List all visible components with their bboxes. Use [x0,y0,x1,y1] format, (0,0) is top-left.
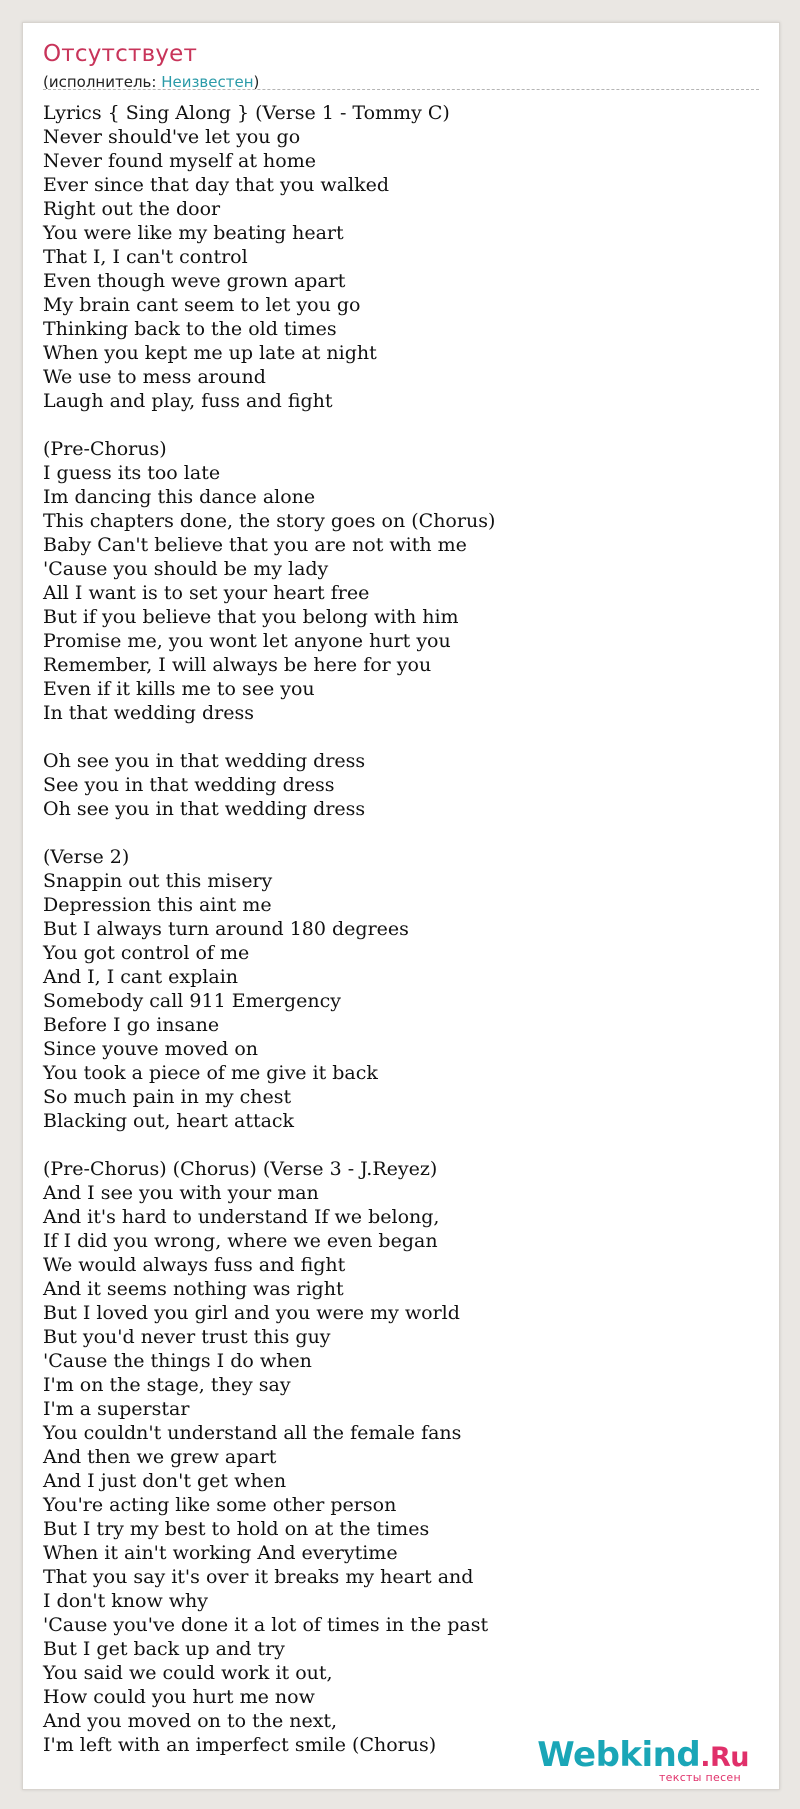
lyric-line: All I want is to set your heart free [43,582,370,604]
lyric-line: You were like my beating heart [43,222,344,244]
lyrics-body [43,101,759,1757]
logo-tagline: тексты песен [658,1771,741,1784]
lyric-line: I don't know why [43,1590,209,1612]
lyric-blank-line [43,821,759,845]
lyric-line: You got control of me [43,942,250,964]
lyric-blank-line [43,725,759,749]
lyric-line: Remember, I will always be here for you [43,654,432,676]
lyric-line: And I, I cant explain [43,966,239,988]
lyric-line: So much pain in my chest [43,1086,292,1108]
logo-main-text: Webkind [537,1735,701,1775]
lyric-line: When it ain't working And everytime [43,1542,398,1564]
lyric-line: I'm on the stage, they say [43,1374,291,1396]
lyric-line: Oh see you in that wedding dress [43,750,366,772]
lyric-line: You said we could work it out, [43,1662,333,1684]
lyric-line: Thinking back to the old times [43,318,337,340]
lyric-line: And it seems nothing was right [43,1278,344,1300]
lyric-line: We would always fuss and fight [43,1254,346,1276]
lyric-line: This chapters done, the story goes on (Chorus) [43,510,496,532]
lyric-line: But I try my best to hold on at the times [43,1518,430,1540]
lyric-line: But I get back up and try [43,1638,285,1660]
song-title: Отсутствует [43,41,198,67]
lyric-line: Never found myself at home [43,150,316,172]
artist-link[interactable]: Неизвестен [161,73,254,91]
lyric-line: 'Cause you should be my lady [43,558,329,580]
lyric-line: And it's hard to understand If we belong, [43,1206,440,1228]
lyric-line: Lyrics { Sing Along } (Verse 1 - Tommy C) [43,102,450,124]
lyric-line: You're acting like some other person [43,1494,397,1516]
site-logo[interactable] [537,1735,749,1784]
lyric-line: Snappin out this misery [43,870,273,892]
lyric-line: And then we grew apart [43,1446,277,1468]
lyric-line: I guess its too late [43,462,221,484]
lyric-blank-line [43,413,759,437]
lyric-line: And I see you with your man [43,1182,319,1204]
lyric-line: Somebody call 911 Emergency [43,990,341,1012]
lyric-line: Promise me, you wont let anyone hurt you [43,630,451,652]
header-divider [43,89,759,90]
lyric-line: I'm a superstar [43,1398,190,1420]
lyric-line: Right out the door [43,198,221,220]
lyric-line: Before I go insane [43,1014,220,1036]
lyric-line: Im dancing this dance alone [43,486,316,508]
lyric-line: You took a piece of me give it back [43,1062,378,1084]
lyric-line: Never should've let you go [43,126,301,148]
lyric-line: And I just don't get when [43,1470,287,1492]
artist-suffix: ) [253,73,260,91]
lyric-line: But you'd never trust this guy [43,1326,331,1348]
lyric-line: When you kept me up late at night [43,342,377,364]
lyric-line: My brain cant seem to let you go [43,294,361,316]
lyric-line: I'm left with an imperfect smile (Chorus) [43,1734,437,1756]
lyric-line: Depression this aint me [43,894,272,916]
lyric-line: Laugh and play, fuss and fight [43,390,333,412]
lyric-line: 'Cause the things I do when [43,1350,312,1372]
lyric-line: How could you hurt me now [43,1686,315,1708]
lyric-blank-line [43,1133,759,1157]
lyric-line: Baby Can't believe that you are not with me [43,534,467,556]
lyric-line: Even though weve grown apart [43,270,346,292]
lyric-line: (Pre-Chorus) [43,438,167,460]
lyric-line: You couldn't understand all the female fans [43,1422,462,1444]
artist-prefix: (исполнитель: [43,73,162,91]
lyric-line: (Verse 2) [43,846,130,868]
lyric-line: Blacking out, heart attack [43,1110,295,1132]
logo-tld: .Ru [700,1742,749,1773]
lyric-line: That I, I can't control [43,246,248,268]
lyric-line: Ever since that day that you walked [43,174,390,196]
lyric-line: (Pre-Chorus) (Chorus) (Verse 3 - J.Reyez) [43,1158,438,1180]
lyric-line: But I always turn around 180 degrees [43,918,409,940]
lyric-line: In that wedding dress [43,702,254,724]
lyrics-page [22,22,780,1790]
logo-wordmark [537,1735,749,1775]
lyric-line: See you in that wedding dress [43,774,335,796]
lyric-line: If I did you wrong, where we even began [43,1230,438,1252]
lyric-line: Even if it kills me to see you [43,678,315,700]
lyric-line: Oh see you in that wedding dress [43,798,366,820]
lyric-line: And you moved on to the next, [43,1710,338,1732]
lyric-line: But I loved you girl and you were my world [43,1302,460,1324]
lyric-line: But if you believe that you belong with him [43,606,459,628]
lyric-line: Since youve moved on [43,1038,258,1060]
lyric-line: That you say it's over it breaks my heart and [43,1566,474,1588]
lyric-line: We use to mess around [43,366,266,388]
lyric-line: 'Cause you've done it a lot of times in the past [43,1614,489,1636]
